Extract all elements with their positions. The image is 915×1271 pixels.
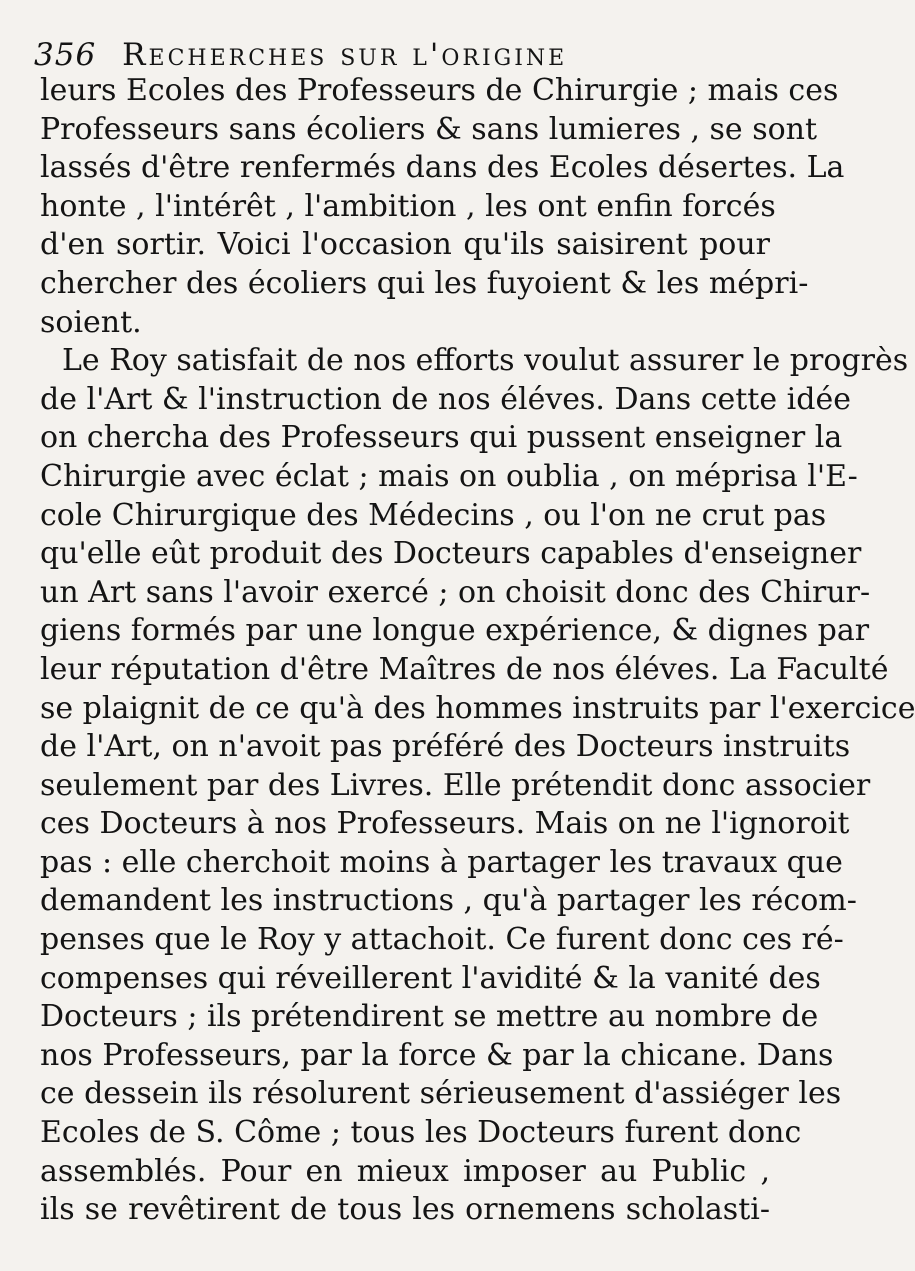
text-line: compenses qui réveillerent l'avidité & la vanité des	[40, 960, 821, 996]
text-line: honte , l'intérêt , l'ambition , les ont enfin forcés	[40, 188, 776, 224]
text-line: lassés d'être renfermés dans des Ecoles désertes. La	[40, 150, 845, 186]
text-line: qu'elle eût produit des Docteurs capables d'enseigner	[40, 536, 862, 572]
text-line: on chercha des Professeurs qui pussent enseigner la	[40, 420, 843, 456]
text-line: penses que le Roy y attachoit. Ce furent donc ces ré-	[40, 922, 844, 958]
text-line: Docteurs ; ils prétendirent se mettre au nombre de	[40, 999, 819, 1035]
body-text	[40, 72, 915, 1230]
text-line: Ecoles de S. Côme ; tous les Docteurs furent donc	[40, 1115, 802, 1151]
text-line: leur réputation d'être Maîtres de nos éléves. La Faculté	[40, 651, 889, 687]
text-line: seulement par des Livres. Elle prétendit donc associer	[40, 767, 871, 803]
text-line: soient.	[40, 304, 142, 340]
text-line: nos Professeurs, par la force & par la chicane. Dans	[40, 1037, 834, 1073]
running-head: Recherches sur l'origine	[122, 37, 568, 73]
text-line: un Art sans l'avoir exercé ; on choisit donc des Chirur-	[40, 574, 871, 610]
text-line: Le Roy satisfait de nos efforts voulut assurer le progrès	[62, 343, 909, 379]
text-line: d'en sortir. Voici l'occasion qu'ils saisirent pour	[40, 227, 770, 263]
text-line: assemblés. Pour en mieux imposer au Public ,	[40, 1153, 770, 1189]
text-line: Chirurgie avec éclat ; mais on oublia , on méprisa l'E-	[40, 458, 858, 494]
text-line: giens formés par une longue expérience, & dignes par	[40, 613, 870, 649]
text-line: ils se revêtirent de tous les ornemens scholasti-	[40, 1192, 770, 1228]
text-line: demandent les instructions , qu'à partager les récom-	[40, 883, 857, 919]
text-line: pas : elle cherchoit moins à partager les travaux que	[40, 844, 843, 880]
text-line: leurs Ecoles des Professeurs de Chirurgie ; mais ces	[40, 73, 839, 108]
page-header	[34, 26, 774, 74]
text-line: de l'Art & l'instruction de nos éléves. Dans cette idée	[40, 381, 851, 417]
text-line: ce dessein ils résolurent sérieusement d'assiéger les	[40, 1076, 842, 1112]
page-number: 356	[34, 37, 97, 73]
text-line: de l'Art, on n'avoit pas préféré des Docteurs instruits	[40, 729, 851, 765]
text-line: ces Docteurs à nos Professeurs. Mais on ne l'ignoroit	[40, 806, 850, 842]
text-line: Professeurs sans écoliers & sans lumieres , se sont	[40, 111, 818, 147]
text-line: chercher des écoliers qui les fuyoient & les mépri-	[40, 265, 809, 301]
text-line: cole Chirurgique des Médecins , ou l'on ne crut pas	[40, 497, 827, 533]
text-line: se plaignit de ce qu'à des hommes instruits par l'exercice	[40, 690, 915, 726]
